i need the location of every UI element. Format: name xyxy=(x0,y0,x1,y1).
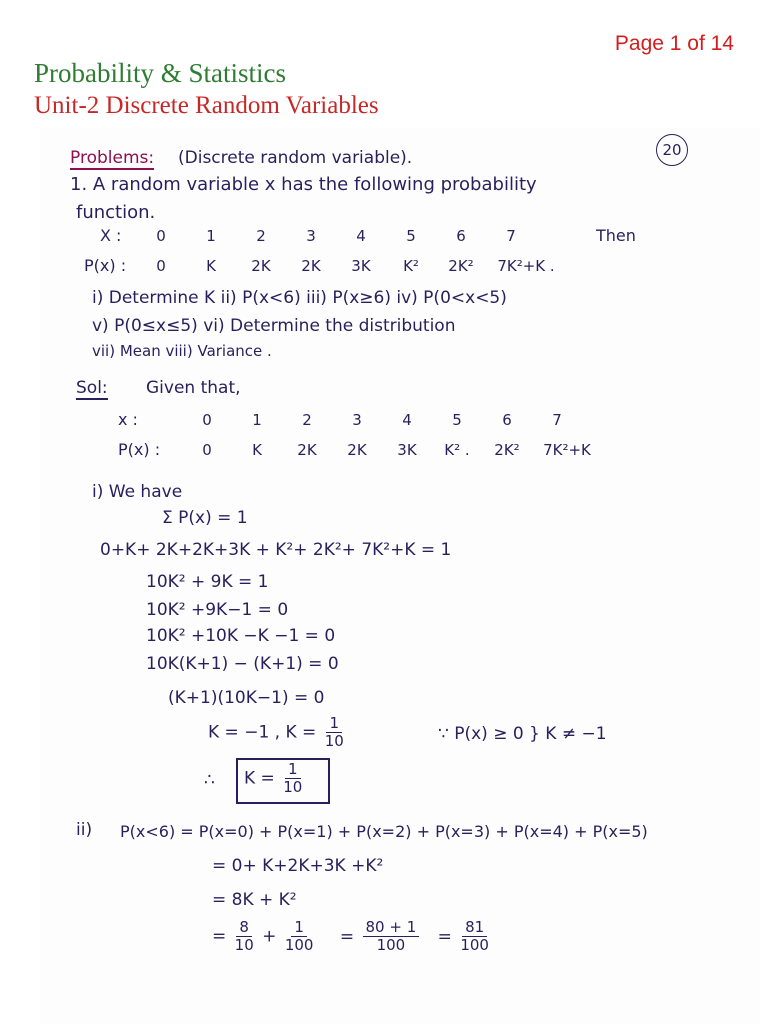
px-values-row xyxy=(84,256,566,275)
px-value: K² . xyxy=(444,440,470,459)
x-label-2: x : xyxy=(118,410,138,429)
equation-1: Σ P(x) = 1 xyxy=(162,508,248,528)
fraction xyxy=(460,920,489,953)
question-line-2: function. xyxy=(76,202,156,223)
px-value: 2K² xyxy=(448,256,474,275)
x-values-row xyxy=(100,226,636,245)
x-value: 1 xyxy=(206,226,216,245)
x-value: 4 xyxy=(402,410,412,429)
equation-8 xyxy=(208,716,347,749)
boxed-result xyxy=(244,762,305,795)
fraction-numerator: 1 xyxy=(326,716,342,733)
page-badge: 20 xyxy=(656,134,688,166)
equation-6: 10K(K+1) − (K+1) = 0 xyxy=(146,654,339,674)
px-value: 2K xyxy=(297,440,317,459)
fraction-numerator: 1 xyxy=(285,762,301,779)
x-value: 6 xyxy=(456,226,466,245)
document-subtitle: Unit-2 Discrete Random Variables xyxy=(34,92,379,119)
fraction xyxy=(283,762,302,795)
px-label: P(x) : xyxy=(84,256,127,275)
equals-sign: = xyxy=(437,926,452,947)
step-ii-label: ii) xyxy=(76,820,93,840)
fraction-numerator: 81 xyxy=(462,920,487,937)
problems-heading: Problems: xyxy=(70,148,155,168)
px-value: K xyxy=(206,256,216,275)
therefore-symbol: ∴ xyxy=(204,770,215,790)
x-value: 1 xyxy=(252,410,262,429)
solution-label: Sol: xyxy=(76,378,108,398)
x-label: X : xyxy=(100,226,122,245)
then-label: Then xyxy=(596,226,636,245)
equation-10: = 0+ K+2K+3K +K² xyxy=(212,856,384,876)
fraction-denominator: 100 xyxy=(460,936,489,954)
parts-line-3: vii) Mean viii) Variance . xyxy=(92,342,272,360)
equation-2: 0+K+ 2K+2K+3K + K²+ 2K²+ 7K²+K = 1 xyxy=(100,540,452,560)
px-value: 3K xyxy=(351,256,371,275)
x-value: 2 xyxy=(302,410,312,429)
step-i-intro: i) We have xyxy=(92,482,183,502)
px-value: 3K xyxy=(397,440,417,459)
fraction-denominator: 10 xyxy=(283,778,303,796)
equation-7: (K+1)(10K−1) = 0 xyxy=(168,688,325,708)
x-value: 0 xyxy=(202,410,212,429)
parts-line-1: i) Determine K ii) P(x<6) iii) P(x≥6) iv) P(0<x<5) xyxy=(92,288,507,308)
equation-11: = 8K + K² xyxy=(212,890,297,910)
equals-sign: = xyxy=(212,926,227,947)
question-line-1: 1. A random variable x has the following probability xyxy=(70,174,537,195)
fraction-denominator: 10 xyxy=(324,732,344,750)
x-value: 0 xyxy=(156,226,166,245)
equation-12 xyxy=(212,920,492,953)
px-value: 2K xyxy=(251,256,271,275)
parts-line-2: v) P(0≤x≤5) vi) Determine the distribution xyxy=(92,316,456,336)
equation-4: 10K² +9K−1 = 0 xyxy=(146,600,289,620)
px-value: 2K xyxy=(301,256,321,275)
x-value: 7 xyxy=(506,226,516,245)
fraction-numerator: 1 xyxy=(291,920,307,937)
fraction-denominator: 100 xyxy=(284,936,314,954)
fraction xyxy=(235,920,254,953)
fraction xyxy=(285,920,314,953)
plus-sign: + xyxy=(262,926,277,947)
equals-sign: = xyxy=(339,926,355,947)
px-value: K xyxy=(252,440,262,459)
x-values-row-2 xyxy=(118,410,582,429)
fraction-denominator: 10 xyxy=(234,936,254,954)
px-value: 0 xyxy=(156,256,166,275)
x-value: 3 xyxy=(352,410,362,429)
x-value: 5 xyxy=(452,410,462,429)
problems-note: (Discrete random variable). xyxy=(178,148,413,168)
equation-3: 10K² + 9K = 1 xyxy=(146,572,269,592)
px-value: K² xyxy=(403,256,419,275)
fraction-numerator: 80 + 1 xyxy=(363,920,420,937)
boxed-k: K = xyxy=(244,768,275,789)
px-value: 7K²+K xyxy=(543,440,591,459)
px-value: 2K xyxy=(347,440,367,459)
px-value: 2K² xyxy=(494,440,520,459)
reason-note: ∵ P(x) ≥ 0 } K ≠ −1 xyxy=(438,724,607,744)
equation-5: 10K² +10K −K −1 = 0 xyxy=(146,626,336,646)
fraction xyxy=(363,920,420,953)
px-value: 0 xyxy=(202,440,212,459)
x-value: 5 xyxy=(406,226,416,245)
x-value: 3 xyxy=(306,226,316,245)
given-text: Given that, xyxy=(146,378,241,398)
document-title: Probability & Statistics xyxy=(34,58,287,88)
x-value: 6 xyxy=(502,410,512,429)
x-value: 2 xyxy=(256,226,266,245)
fraction-denominator: 100 xyxy=(376,936,406,954)
px-values-row-2 xyxy=(118,440,602,459)
x-value: 4 xyxy=(356,226,366,245)
px-label-2: P(x) : xyxy=(118,440,161,459)
x-value: 7 xyxy=(552,410,562,429)
fraction-numerator: 8 xyxy=(236,920,252,937)
equation-9: P(x<6) = P(x=0) + P(x=1) + P(x=2) + P(x=3) + P(x=4) + P(x=5) xyxy=(120,822,648,841)
roots-text: K = −1 , K = xyxy=(208,722,317,743)
px-value: 7K²+K . xyxy=(497,256,555,275)
fraction xyxy=(325,716,344,749)
page-number: Page 1 of 14 xyxy=(614,32,734,55)
